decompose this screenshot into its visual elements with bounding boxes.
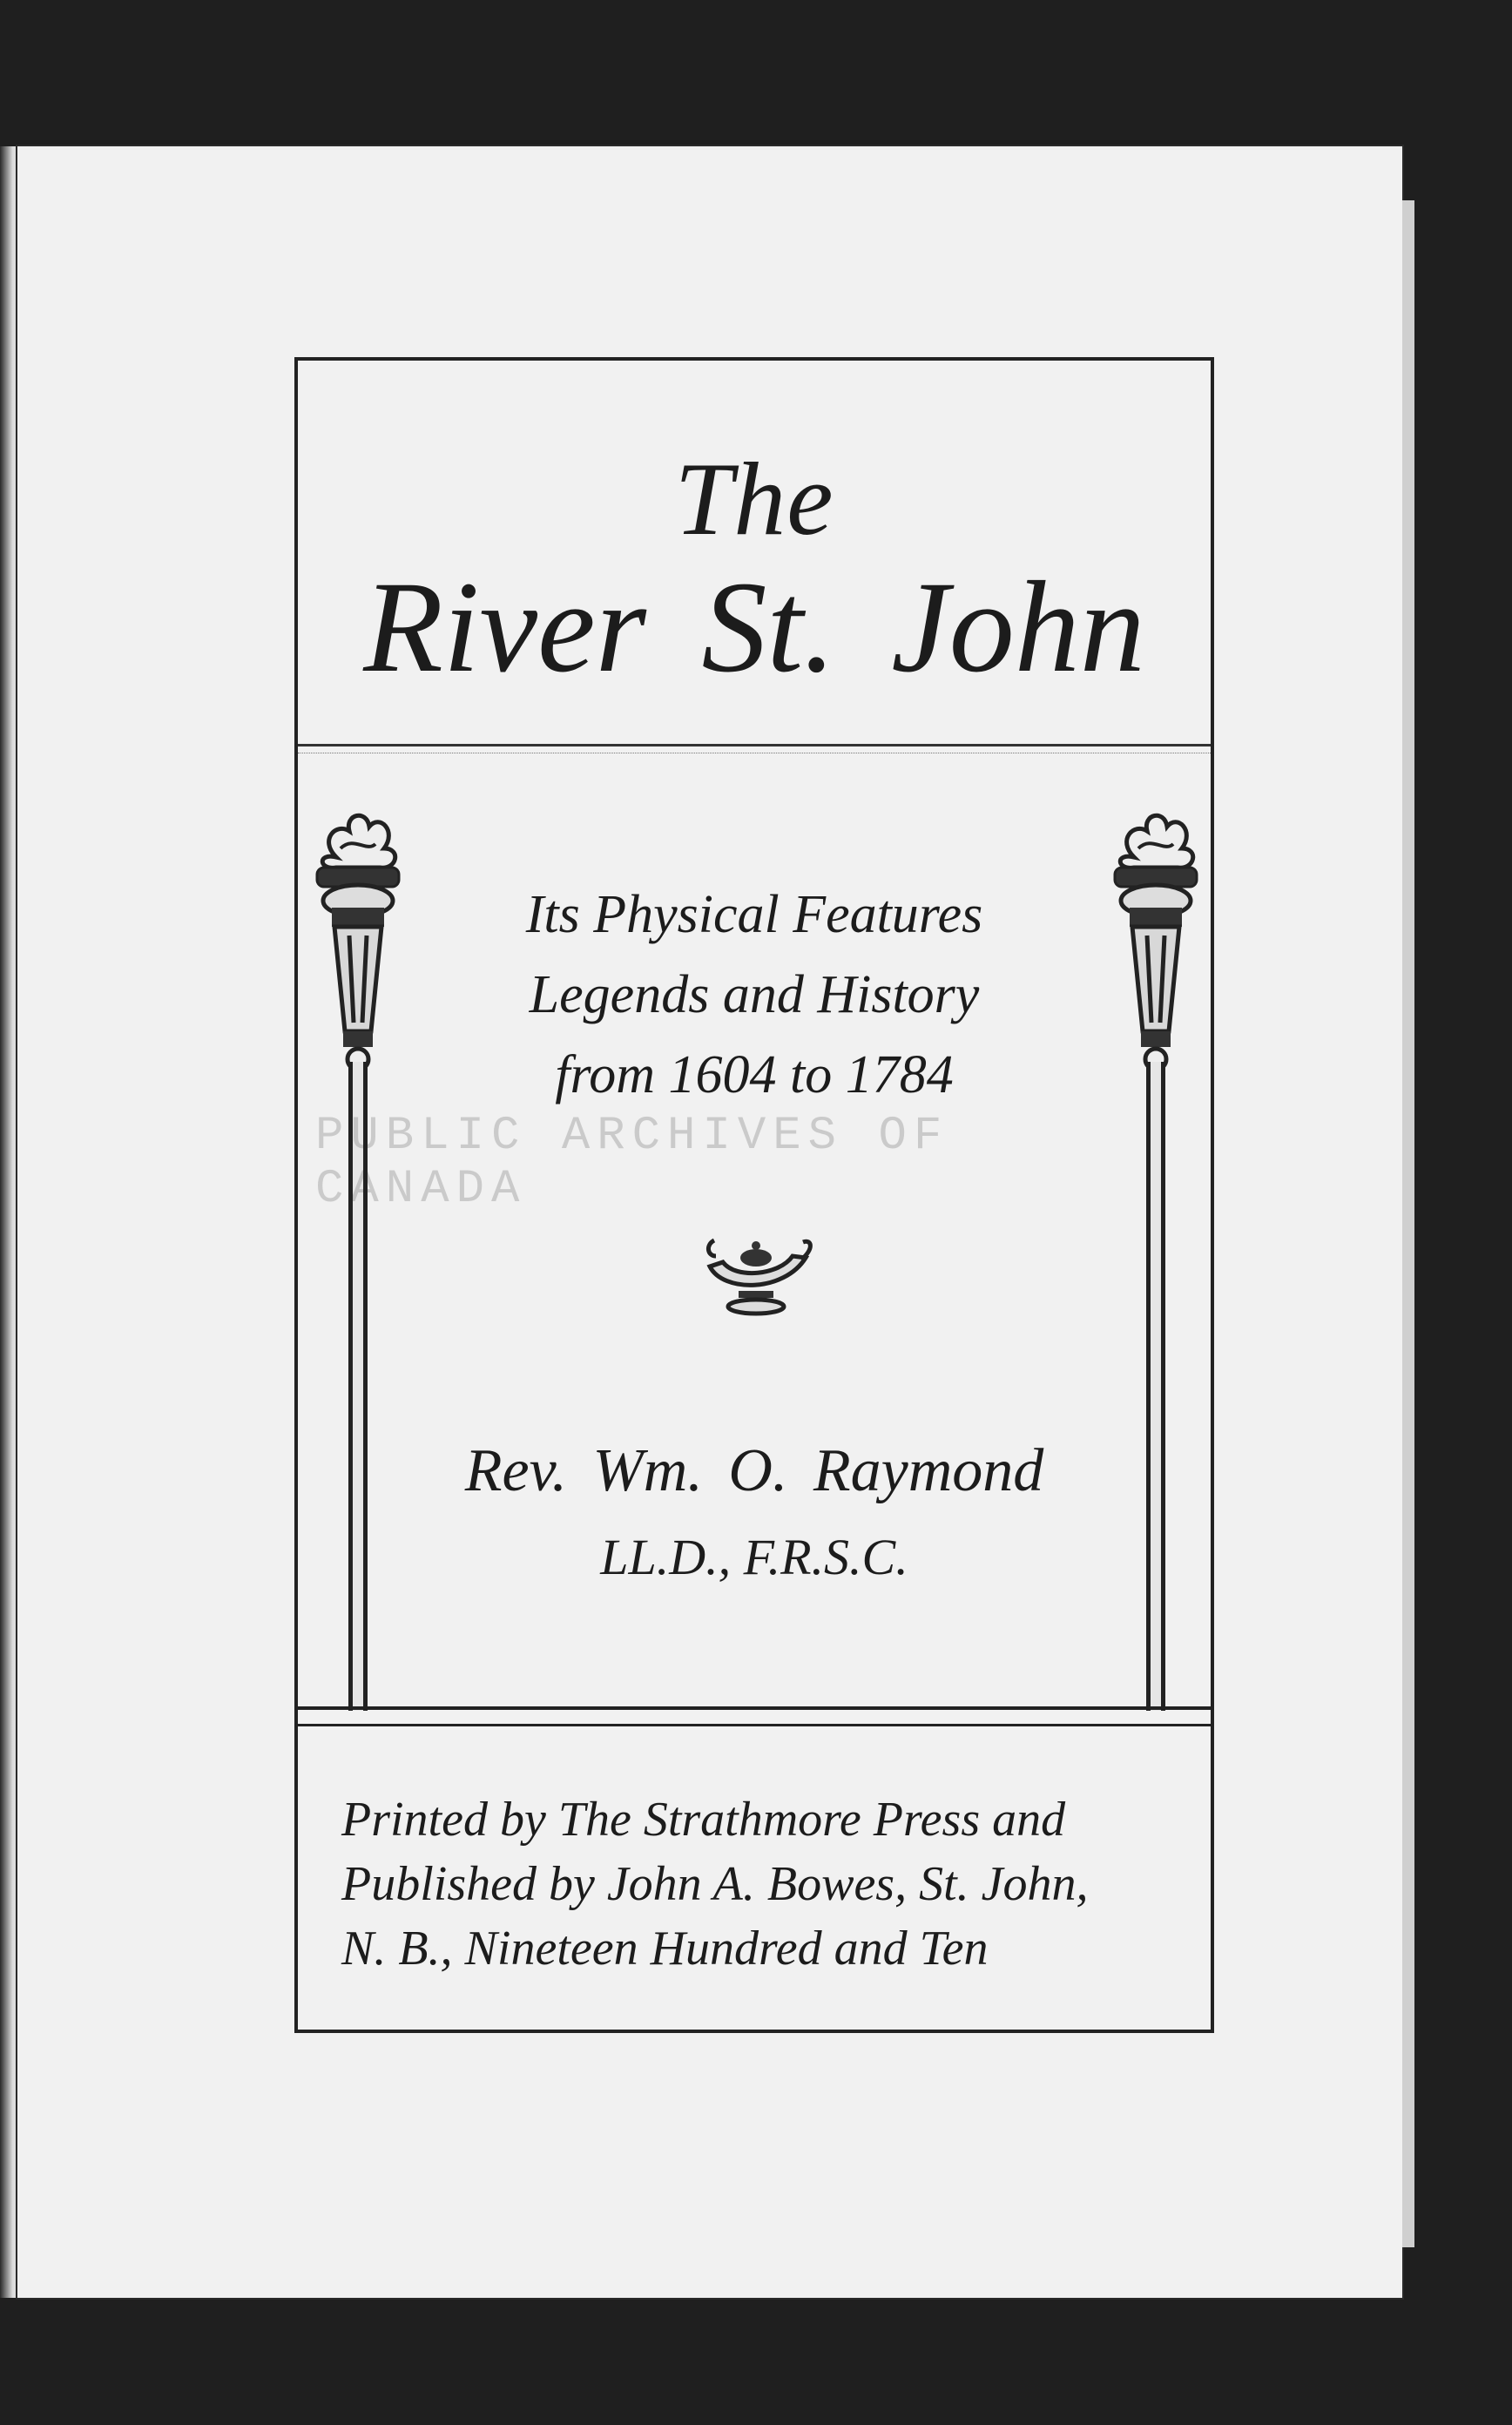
torch-icon [301, 805, 415, 1075]
title-frame [294, 357, 1214, 2033]
imprint-line-3: N. B., Nineteen Hundred and Ten [341, 1922, 989, 1976]
subtitle-line-3: from 1604 to 1784 [555, 1045, 954, 1104]
oil-lamp-icon [697, 1232, 819, 1319]
subtitle-line-2: Legends and History [529, 965, 980, 1024]
imprint [341, 1787, 1185, 1981]
torch-icon [1099, 805, 1212, 1075]
author-name: Rev. Wm. O. Raymond [464, 1437, 1044, 1504]
right-torch-pole [1146, 1062, 1165, 1711]
title-rule [298, 744, 1211, 746]
subtitle [420, 875, 1089, 1115]
page-edge-right [1402, 200, 1414, 2247]
imprint-line-2: Published by John A. Bowes, St. John, [341, 1857, 1089, 1911]
imprint-rule-bottom [298, 1724, 1211, 1726]
author-degrees: LL.D., F.R.S.C. [600, 1529, 908, 1585]
library-stamp: PUBLIC ARCHIVES OF CANADA [315, 1110, 949, 1216]
imprint-rule-top [298, 1706, 1211, 1710]
subtitle-line-1: Its Physical Features [525, 885, 983, 944]
title-line-2: River St. John [363, 555, 1145, 699]
title-line-1: The [674, 441, 834, 557]
imprint-line-1: Printed by The Strathmore Press and [341, 1793, 1066, 1847]
title-block [298, 361, 1211, 744]
